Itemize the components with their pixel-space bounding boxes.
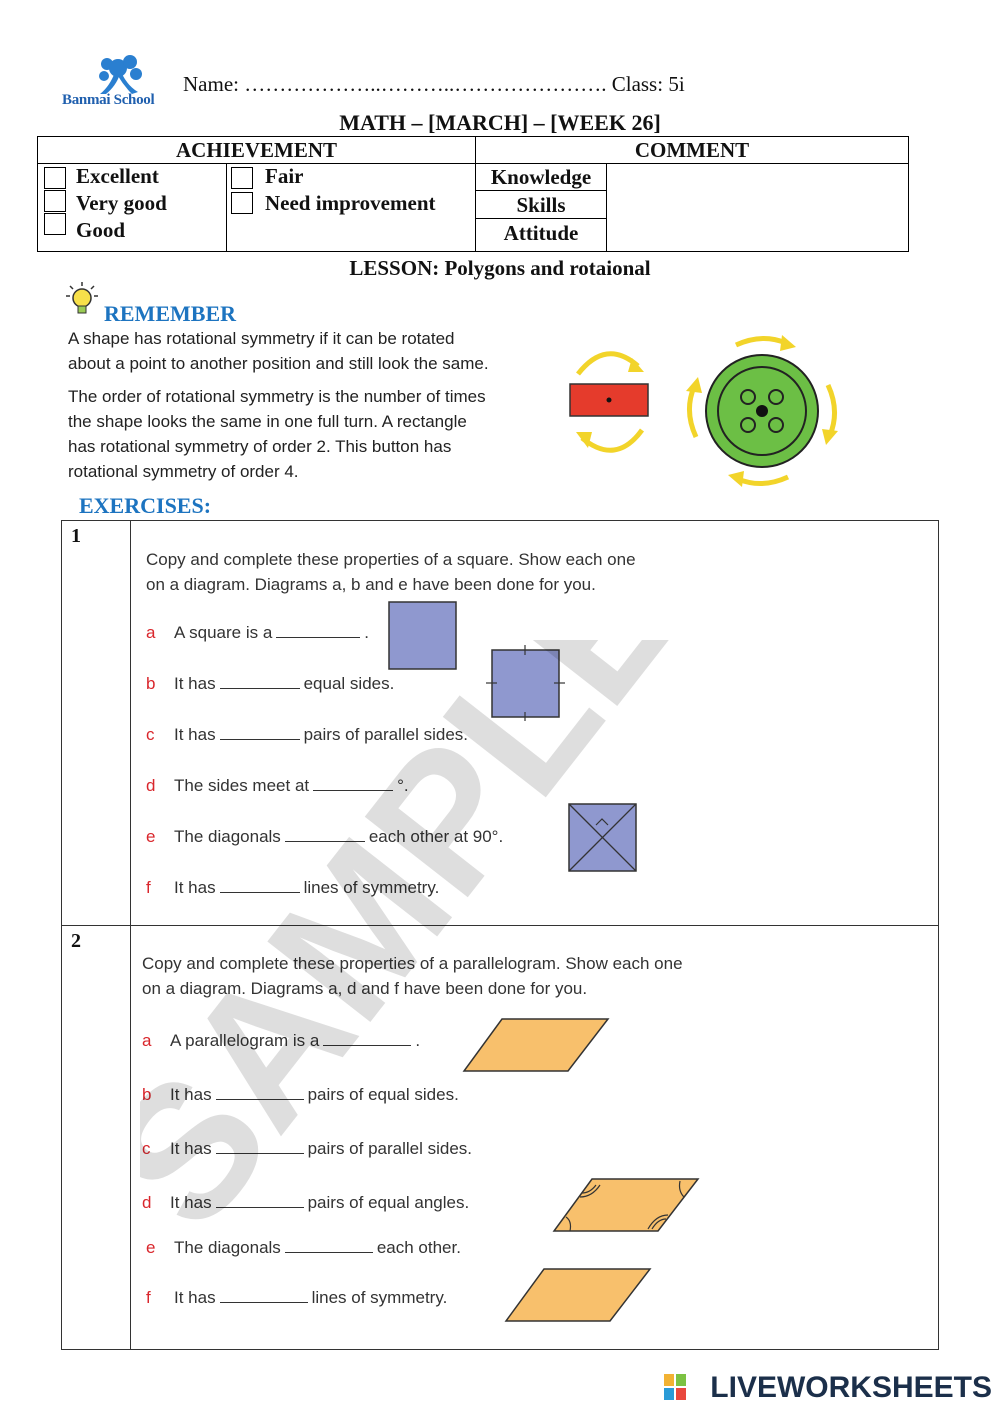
- exercise-table: [61, 520, 939, 1350]
- column-divider: [130, 521, 131, 1349]
- q2-a-blank[interactable]: [323, 1031, 411, 1046]
- remember-paragraph-1: [68, 326, 489, 376]
- option-need-improvement: Need improvement: [265, 191, 436, 215]
- liveworksheets-icon: [664, 1374, 688, 1405]
- q2-c-blank[interactable]: [216, 1139, 304, 1154]
- square-diagram-a: [388, 601, 458, 676]
- q1-item-f: f It has lines of symmetry.: [146, 878, 440, 897]
- achievement-table: [37, 136, 909, 252]
- option-good: Good: [76, 218, 126, 242]
- q2-item-a: a A parallelogram is a .: [142, 1031, 421, 1050]
- remember-heading: REMEMBER: [104, 301, 236, 326]
- button-rotation-diagram: [684, 333, 840, 494]
- q1-item-a: a A square is a .: [146, 623, 370, 642]
- remember-p2-line3: has rotational symmetry of order 2. This button has: [68, 437, 452, 456]
- q2-item-c: c It has pairs of parallel sides.: [142, 1139, 473, 1158]
- option-excellent: Excellent: [76, 164, 159, 188]
- question-1-number: 1: [71, 525, 81, 547]
- remember-p2-line1: The order of rotational symmetry is the number of times: [68, 387, 486, 406]
- q1-intro-line2: on a diagram. Diagrams a, b and e have been done for you.: [146, 575, 596, 594]
- question-2-intro: [142, 951, 683, 1001]
- q2-e-blank[interactable]: [285, 1238, 373, 1253]
- q2-intro-line2: on a diagram. Diagrams a, d and f have been done for you.: [142, 979, 588, 998]
- q1-item-d: d The sides meet at °.: [146, 776, 409, 795]
- parallelogram-diagram-a: [462, 1017, 610, 1078]
- q1-b-blank[interactable]: [220, 674, 300, 689]
- good-checkbox[interactable]: [44, 213, 66, 235]
- q1-d-blank[interactable]: [313, 776, 393, 791]
- option-fair: Fair: [265, 164, 304, 188]
- parallelogram-diagram-d: [552, 1177, 700, 1238]
- need-improvement-checkbox[interactable]: [231, 192, 253, 214]
- parallelogram-diagram-f: [504, 1267, 652, 1328]
- fair-checkbox[interactable]: [231, 167, 253, 189]
- q2-d-blank[interactable]: [216, 1193, 304, 1208]
- q1-e-blank[interactable]: [285, 827, 365, 842]
- remember-p2-line2: the shape looks the same in one full turn. A rectangle: [68, 412, 467, 431]
- remember-paragraph-2: [68, 384, 486, 484]
- comment-knowledge: Knowledge: [476, 164, 607, 191]
- question-1-intro: [146, 547, 636, 597]
- q2-intro-line1: Copy and complete these properties of a parallelogram. Show each one: [142, 954, 683, 973]
- q1-item-c: c It has pairs of parallel sides.: [146, 725, 469, 744]
- remember-p2-line4: rotational symmetry of order 4.: [68, 462, 299, 481]
- q2-f-blank[interactable]: [220, 1288, 308, 1303]
- q1-intro-line1: Copy and complete these properties of a square. Show each one: [146, 550, 636, 569]
- name-class-line: Name: ………………..………..…………………. Class: 5i: [183, 72, 685, 96]
- page-title: MATH – [MARCH] – [WEEK 26]: [339, 110, 661, 135]
- lesson-title: LESSON: Polygons and rotaional: [349, 256, 651, 280]
- question-2-number: 2: [71, 930, 81, 952]
- achievement-options-left: [38, 164, 227, 251]
- achievement-header: ACHIEVEMENT: [38, 137, 476, 164]
- remember-p1-line2: about a point to another position and still look the same.: [68, 354, 489, 373]
- brand-name: LIVEWORKSHEETS: [710, 1371, 992, 1404]
- square-diagram-b: [484, 645, 566, 726]
- q2-item-b: b It has pairs of equal sides.: [142, 1085, 459, 1104]
- excellent-checkbox[interactable]: [44, 167, 66, 189]
- q2-b-blank[interactable]: [216, 1085, 304, 1100]
- exercises-heading: EXERCISES:: [79, 493, 212, 518]
- lightbulb-icon: [62, 280, 102, 325]
- q1-a-blank[interactable]: [276, 623, 360, 638]
- comment-skills: Skills: [476, 191, 607, 219]
- comment-box[interactable]: [607, 164, 908, 251]
- q1-f-blank[interactable]: [220, 878, 300, 893]
- school-name: Banmai School: [62, 92, 155, 108]
- very-good-checkbox[interactable]: [44, 190, 66, 212]
- q1-item-e: e The diagonals each other at 90°.: [146, 827, 504, 846]
- q2-item-f: f It has lines of symmetry.: [146, 1288, 448, 1307]
- q1-item-b: b It has equal sides.: [146, 674, 395, 693]
- option-very-good: Very good: [76, 191, 167, 215]
- comment-attitude: Attitude: [476, 219, 607, 251]
- achievement-options-right: [227, 164, 476, 251]
- row-divider: [62, 925, 938, 926]
- q1-c-blank[interactable]: [220, 725, 300, 740]
- comment-header: COMMENT: [476, 137, 908, 164]
- watermark-text: SAMPLE: [140, 640, 700, 1260]
- rectangle-rotation-diagram: [566, 344, 656, 464]
- q2-item-e: e The diagonals each other.: [146, 1238, 461, 1257]
- remember-p1-line1: A shape has rotational symmetry if it can be rotated: [68, 329, 455, 348]
- square-diagram-e: [568, 803, 638, 878]
- q2-item-d: d It has pairs of equal angles.: [142, 1193, 470, 1212]
